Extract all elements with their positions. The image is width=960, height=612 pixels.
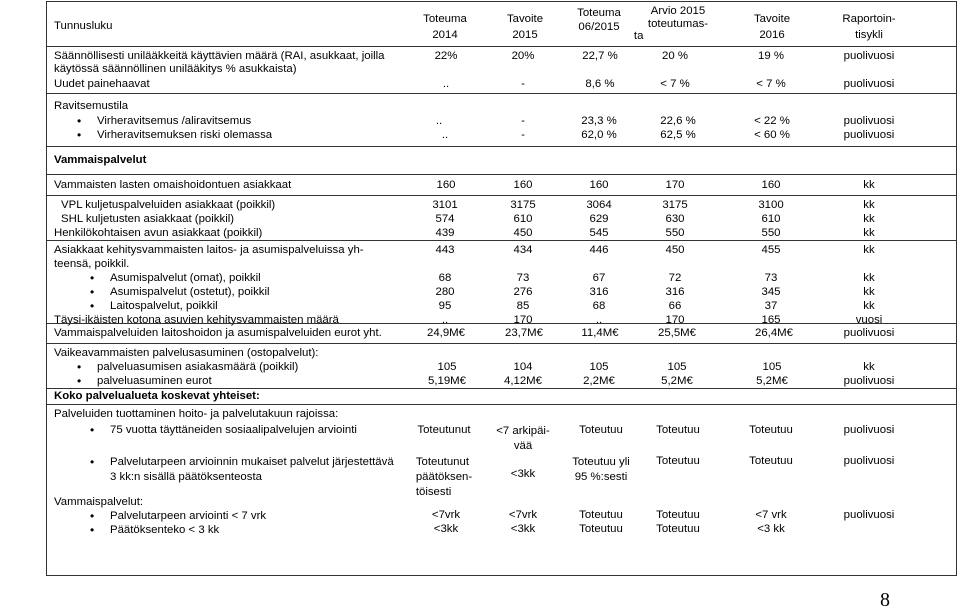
cell: 160 (513, 179, 533, 191)
row-label: Henkilökohtaisen avun asiakkaat (poikkil) (54, 227, 263, 239)
cell: kk (863, 227, 875, 239)
row-label-unilaakkeet: Säännöllisesti unilääkkeitä käyttävien määrä (RAI, asukkaat, joilla käytössä säännöllinen unilääkitys % asukkaista) (54, 50, 385, 76)
cell: kk (863, 179, 875, 191)
cell: 316 (589, 286, 609, 298)
cell: 434 (513, 244, 533, 256)
cell: Toteutuu (656, 455, 700, 467)
cell: 73 (516, 272, 530, 284)
cell: 5,2M€ (756, 375, 788, 387)
cell: 443 (435, 244, 455, 256)
cell: puolivuosi (843, 78, 895, 90)
cell: - (521, 129, 525, 141)
indicator-table (46, 1, 957, 576)
cell: 170 (665, 314, 685, 326)
cell: Toteutunut (417, 424, 471, 436)
cell: 5,2M€ (661, 375, 693, 387)
row-label: Vammaisten lasten omaishoidontuen asiakkaat (54, 179, 292, 191)
header-col-tavoite-2016: Tavoite 2016 (753, 13, 791, 41)
cell: 276 (513, 286, 533, 298)
cell: 439 (435, 227, 455, 239)
cell: 23,7M€ (505, 327, 543, 339)
cell: <3kk (510, 523, 536, 535)
cell: Toteutuu (656, 424, 700, 436)
cell: .. (441, 314, 449, 326)
row-label: VPL kuljetuspalveluiden asiakkaat (poikkil) (61, 199, 276, 211)
cell: Toteutuu (579, 509, 623, 521)
section-palveluasuminen (46, 343, 957, 388)
cell: 3175 (510, 199, 536, 211)
cell: 66 (668, 300, 682, 312)
cell: - (521, 78, 525, 90)
cell: 85 (516, 300, 530, 312)
cell: 22,6 % (660, 115, 696, 127)
row-label: Asiakkaat kehitysvammaisten laitos- ja asumispalveluissa yh- (54, 244, 364, 256)
cell: 68 (438, 272, 452, 284)
cell: kk (863, 199, 875, 211)
cell: 23,3 % (581, 115, 617, 127)
section-yhteiset-heading (46, 388, 957, 404)
table-header (46, 1, 957, 46)
cell: kk (863, 286, 875, 298)
cell: 574 (435, 213, 455, 225)
cell: 630 (665, 213, 685, 225)
header-label: Tunnusluku (54, 20, 113, 32)
cell: 450 (665, 244, 685, 256)
section-rai (46, 46, 957, 93)
list-item: • palveluasuminen eurot (97, 375, 212, 388)
cell: puolivuosi (843, 50, 895, 62)
cell: 170 (513, 314, 533, 326)
cell: 629 (589, 213, 609, 225)
cell: puolivuosi (843, 115, 895, 127)
cell: 3064 (586, 199, 612, 211)
cell: 8,6 % (585, 78, 615, 90)
cell: 345 (761, 286, 781, 298)
cell: 550 (761, 227, 781, 239)
cell: 3101 (432, 199, 458, 211)
cell: 4,12M€ (504, 375, 542, 387)
cell: 104 (513, 361, 533, 373)
row-label: Vammaispalveluiden laitoshoidon ja asumispalveluiden eurot yht. (54, 327, 382, 339)
cell: 3100 (758, 199, 784, 211)
list-item: • Virheravitsemus /aliravitsemus (97, 115, 251, 128)
cell: 20 % (662, 50, 688, 62)
list-item: • Asumispalvelut (ostetut), poikkil (110, 286, 270, 299)
list-item: • Asumispalvelut (omat), poikkil (110, 272, 261, 285)
subsection-title: Vammaispalvelut: (54, 496, 144, 508)
cell: Toteutuu (656, 509, 700, 521)
cell: 24,9M€ (427, 327, 465, 339)
cell: Toteutuu yli 95 %:sesti (572, 456, 630, 483)
cell: 105 (437, 361, 457, 373)
section-title: Vaikeavammaisten palvelusasuminen (ostopalvelut): (54, 347, 319, 359)
cell: puolivuosi (843, 129, 895, 141)
cell: 455 (761, 244, 781, 256)
header-col-raportointisykli: Raportoin- tisykli (842, 13, 896, 41)
cell: puolivuosi (843, 327, 895, 339)
page-number: 8 (880, 589, 890, 611)
cell: .. (435, 115, 443, 127)
cell: 610 (513, 213, 533, 225)
cell: kk (863, 361, 875, 373)
row-divider (47, 240, 956, 241)
cell: 280 (435, 286, 455, 298)
section-palvelutakuu (46, 404, 957, 576)
cell: <7 arkipäi- vää (496, 425, 550, 452)
list-item: • Palvelutarpeen arvioinnin mukaiset palvelut järjestettävä 3 kk:n sisällä päätöksenteosta (110, 455, 394, 485)
cell: 165 (761, 314, 781, 326)
cell: 5,19M€ (428, 375, 466, 387)
cell: 62,5 % (660, 129, 696, 141)
cell: 160 (436, 179, 456, 191)
cell: vuosi (855, 314, 883, 326)
cell: 2,2M€ (583, 375, 615, 387)
section-eurot (46, 323, 957, 343)
cell: 105 (762, 361, 782, 373)
cell: Toteutuu (579, 424, 623, 436)
cell: 550 (665, 227, 685, 239)
cell: 19 % (758, 50, 784, 62)
cell: - (521, 115, 525, 127)
cell: .. (441, 129, 449, 141)
section-title: Vammaispalvelut (54, 154, 147, 166)
cell: .. (442, 78, 450, 90)
cell: kk (863, 213, 875, 225)
row-label: SHL kuljetusten asiakkaat (poikkil) (61, 213, 235, 225)
cell: Toteutuu (749, 455, 793, 467)
cell: puolivuosi (843, 375, 895, 387)
cell: kk (863, 300, 875, 312)
row-label-painehaavat: Uudet painehaavat (54, 78, 150, 90)
list-item: • palveluasumisen asiakasmäärä (poikkil) (97, 361, 298, 374)
cell: 72 (668, 272, 682, 284)
cell: <7vrk (508, 509, 538, 521)
cell: 610 (761, 213, 781, 225)
cell: .. (595, 314, 603, 326)
list-item: • Laitospalvelut, poikkil (110, 300, 218, 313)
cell: 3175 (662, 199, 688, 211)
cell: puolivuosi (843, 509, 895, 521)
section-ravitsemustila (46, 93, 957, 146)
cell: 160 (589, 179, 609, 191)
cell: <3kk (433, 523, 459, 535)
cell: 62,0 % (581, 129, 617, 141)
cell: puolivuosi (843, 455, 895, 467)
list-item: • Päätöksenteko < 3 kk (110, 524, 219, 537)
cell: 95 (438, 300, 452, 312)
header-col-tavoite-2015: Tavoite 2015 (506, 13, 544, 41)
cell: 105 (667, 361, 687, 373)
header-col-arvio-2015: Arvio 2015 toteutumas- ta (633, 5, 709, 42)
cell: < 60 % (754, 129, 790, 141)
cell: 22,7 % (582, 50, 618, 62)
cell: <3kk (510, 468, 536, 480)
cell: < 7 % (756, 78, 786, 90)
row-label-continuation: teensä, poikkil. (54, 258, 130, 270)
cell: <7vrk (431, 509, 461, 521)
section-asiakkaat (46, 195, 957, 326)
cell: 26,4M€ (755, 327, 793, 339)
cell: Toteutuu (656, 523, 700, 535)
cell: <3 kk (757, 523, 785, 535)
list-item: • Palvelutarpeen arviointi < 7 vrk (110, 510, 266, 523)
cell: 316 (665, 286, 685, 298)
cell: puolivuosi (843, 424, 895, 436)
section-vammaispalvelut-heading (46, 146, 957, 174)
cell: <7 vrk (755, 509, 787, 521)
cell: 450 (513, 227, 533, 239)
cell: 170 (665, 179, 685, 191)
cell: 22% (434, 50, 458, 62)
cell: 11,4M€ (581, 327, 619, 339)
cell: < 7 % (660, 78, 690, 90)
section-title: Palveluiden tuottaminen hoito- ja palvelutakuun rajoissa: (54, 408, 339, 420)
cell: 67 (592, 272, 606, 284)
cell: kk (863, 244, 875, 256)
cell: 68 (592, 300, 606, 312)
list-item: • 75 vuotta täyttäneiden sosiaalipalvelujen arviointi (110, 424, 357, 437)
cell: 160 (761, 179, 781, 191)
cell: Toteutunut päätöksen- töisesti (415, 456, 473, 498)
cell: 73 (764, 272, 778, 284)
section-title: Ravitsemustila (54, 100, 129, 112)
list-item: • Virheravitsemuksen riski olemassa (97, 129, 272, 142)
section-omaishoidontuki (46, 174, 957, 195)
cell: 20% (511, 50, 535, 62)
cell: 545 (589, 227, 609, 239)
row-label: Täysi-ikäisten kotona asuvien kehitysvammaisten määrä (54, 314, 339, 326)
cell: 37 (764, 300, 778, 312)
section-title: Koko palvelualueta koskevat yhteiset: (54, 390, 260, 402)
cell: 105 (589, 361, 609, 373)
cell: 446 (589, 244, 609, 256)
header-col-toteuma-06-2015: Toteuma 06/2015 (577, 7, 621, 33)
cell: Toteutuu (749, 424, 793, 436)
cell: < 22 % (754, 115, 790, 127)
header-col-toteuma-2014: Toteuma 2014 (423, 13, 467, 41)
cell: kk (863, 272, 875, 284)
cell: 25,5M€ (658, 327, 696, 339)
cell: Toteutuu (579, 523, 623, 535)
